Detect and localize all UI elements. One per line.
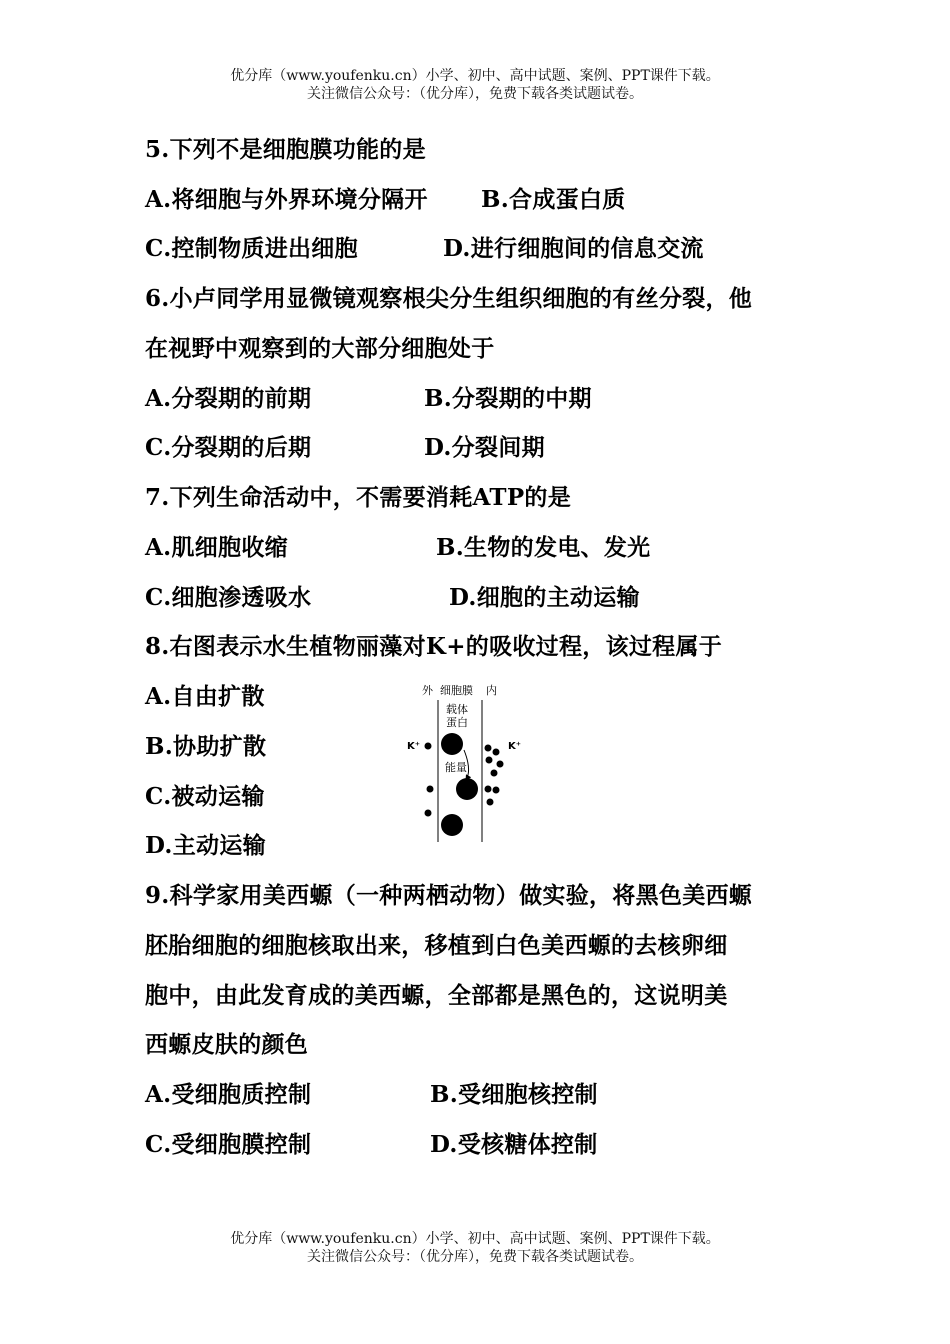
carrier-protein-top: [441, 733, 463, 755]
q5-stem: 5.下列不是细胞膜功能的是: [145, 136, 426, 163]
label-k-outside: K⁺: [407, 741, 421, 752]
k-ion: [487, 799, 494, 806]
q7-options-row-2: [145, 583, 640, 613]
q9-stem-line-3: 胞中，由此发育成的美西螈，全部都是黑色的，这说明美: [145, 982, 728, 1009]
q6-options-row-1: [145, 384, 592, 414]
k-transport-figure: [400, 680, 540, 845]
q7-option-a: A.肌细胞收缩: [145, 534, 288, 561]
footer-line-1: 优分库（www.youfenku.cn）小学、初中、高中试题、案例、PPT课件下载。: [230, 1231, 720, 1247]
label-carrier-1: 载体: [446, 703, 468, 716]
q8-option-d: D.主动运输: [145, 832, 266, 859]
k-ion: [427, 786, 434, 793]
q5-option-d: D.进行细胞间的信息交流: [443, 235, 704, 262]
q6-stem-line-2: 在视野中观察到的大部分细胞处于: [145, 335, 495, 362]
q9-stem-line-4: 西螈皮肤的颜色: [145, 1031, 309, 1058]
q9-option-b: B.受细胞核控制: [430, 1081, 598, 1108]
q7-option-d: D.细胞的主动运输: [449, 584, 640, 611]
label-membrane: 细胞膜: [440, 684, 473, 697]
q6-options-row-2: [145, 433, 545, 463]
q5-option-b: B.合成蛋白质: [481, 186, 626, 213]
q6-stem-line-1: 6.小卢同学用显微镜观察根尖分生组织细胞的有丝分裂，他: [145, 285, 753, 312]
q5-option-a: A.将细胞与外界环境分隔开: [145, 186, 428, 213]
k-ion: [425, 743, 432, 750]
q9-option-d: D.受核糖体控制: [430, 1131, 598, 1158]
q8-option-c: C.被动运输: [145, 783, 265, 810]
page-footer: [0, 1230, 950, 1266]
k-ion: [485, 745, 492, 752]
q7-stem: 7.下列生命活动中，不需要消耗ATP的是: [145, 484, 572, 511]
label-carrier-2: 蛋白: [446, 716, 468, 729]
k-ion: [493, 749, 500, 756]
label-energy: 能量: [445, 761, 467, 774]
k-ion: [425, 810, 432, 817]
q5-options-row-2: [145, 234, 704, 264]
q6-option-a: A.分裂期的前期: [145, 385, 312, 412]
carrier-protein-middle: [456, 778, 478, 800]
q8-stem: 8.右图表示水生植物丽藻对K+的吸收过程，该过程属于: [145, 633, 723, 660]
page-header: [0, 67, 950, 103]
q6-option-d: D.分裂间期: [424, 434, 545, 461]
k-ion: [485, 786, 492, 793]
footer-line-2: 关注微信公众号：（优分库），免费下载各类试题试卷。: [307, 1249, 643, 1265]
label-outside: 外: [422, 684, 433, 697]
label-inside: 内: [486, 684, 497, 697]
q7-option-c: C.细胞渗透吸水: [145, 584, 312, 611]
q9-option-c: C.受细胞膜控制: [145, 1131, 312, 1158]
q5-option-c: C.控制物质进出细胞: [145, 235, 358, 262]
q6-option-b: B.分裂期的中期: [424, 385, 592, 412]
q6-option-c: C.分裂期的后期: [145, 434, 312, 461]
label-k-inside: K⁺: [508, 741, 522, 752]
q5-options-row-1: [145, 185, 626, 215]
q9-options-row-1: [145, 1080, 598, 1110]
q9-stem-line-2: 胚胎细胞的细胞核取出来，移植到白色美西螈的去核卵细: [145, 932, 728, 959]
carrier-protein-bottom: [441, 814, 463, 836]
header-line-2: 关注微信公众号：（优分库），免费下载各类试题试卷。: [307, 86, 643, 102]
q8-option-b: B.协助扩散: [145, 733, 267, 760]
k-ion: [486, 757, 493, 764]
k-ions-inside: [485, 745, 504, 806]
q8-option-a: A.自由扩散: [145, 683, 265, 710]
k-ion: [497, 761, 504, 768]
k-ion: [493, 787, 500, 794]
q9-options-row-2: [145, 1130, 598, 1160]
q7-options-row-1: [145, 533, 651, 563]
k-ions-outside: [425, 743, 434, 817]
k-ion: [491, 770, 498, 777]
header-line-1: 优分库（www.youfenku.cn）小学、初中、高中试题、案例、PPT课件下载。: [230, 68, 720, 84]
q7-option-b: B.生物的发电、发光: [436, 534, 651, 561]
q9-option-a: A.受细胞质控制: [145, 1081, 312, 1108]
q9-stem-line-1: 9.科学家用美西螈（一种两栖动物）做实验，将黑色美西螈: [145, 882, 753, 909]
